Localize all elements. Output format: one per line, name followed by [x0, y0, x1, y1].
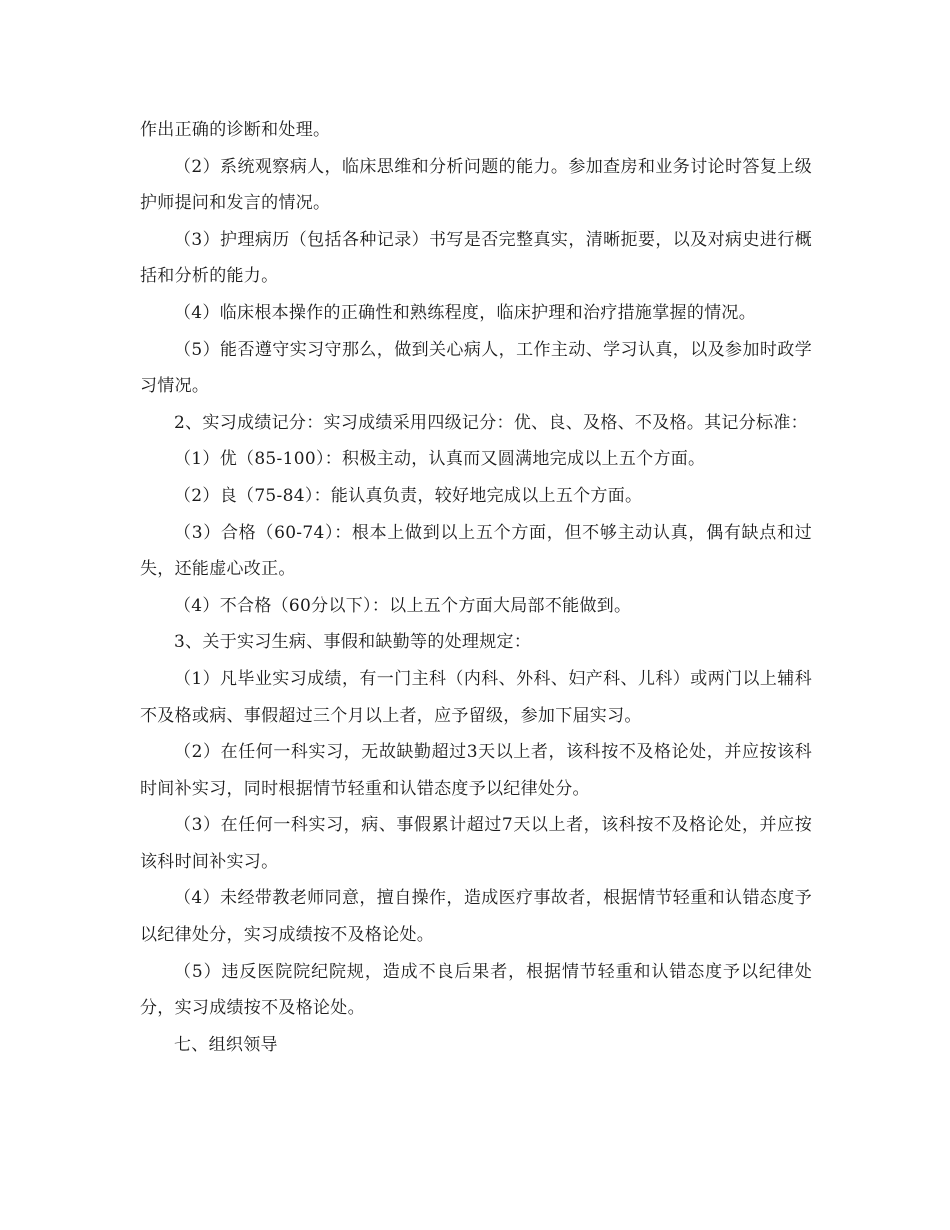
paragraph-item-2-observation: （2）系统观察病人，临床思维和分析问题的能力。参加查房和业务讨论时答复上级护师提问和发言的情况。 [140, 156, 812, 214]
paragraph-rule-5: （5）违反医院院纪院规，造成不良后果者，根据情节轻重和认错态度予以纪律处分，实习成绩按不及格论处。 [140, 961, 812, 1019]
paragraph-grade-excellent: （1）优（85-100）：积极主动，认真而又圆满地完成以上五个方面。 [174, 449, 706, 470]
section-heading-organization: 七、组织领导 [174, 1034, 278, 1055]
paragraph-item-5-conduct: （5）能否遵守实习守那么，做到关心病人，工作主动、学习认真，以及参加时政学习情况。 [140, 339, 812, 397]
paragraph-grade-fail: （4）不合格（60分以下）：以上五个方面大局部不能做到。 [174, 595, 632, 616]
paragraph-grade-pass: （3）合格（60-74）：根本上做到以上五个方面，但不够主动认真，偶有缺点和过失，还能虚心改正。 [140, 522, 812, 580]
paragraph-rule-1: （1）凡毕业实习成绩，有一门主科（内科、外科、妇产科、儿科）或两门以上辅科不及格或病、事假超过三个月以上者，应予留级，参加下届实习。 [140, 668, 812, 726]
paragraph-item-3-records: （3）护理病历（包括各种记录）书写是否完整真实，清晰扼要，以及对病史进行概括和分析的能力。 [140, 229, 812, 287]
paragraph-item-4-operations: （4）临床根本操作的正确性和熟练程度，临床护理和治疗措施掌握的情况。 [174, 302, 757, 323]
document-body [140, 112, 812, 1063]
paragraph-grade-good: （2）良（75-84）：能认真负责，较好地完成以上五个方面。 [174, 485, 643, 506]
paragraph-rule-3: （3）在任何一科实习，病、事假累计超过7天以上者，该科按不及格论处，并应按该科时间补实习。 [140, 815, 812, 872]
paragraph-continuation: 作出正确的诊断和处理。 [140, 120, 331, 140]
paragraph-rule-2: （2）在任何一科实习，无故缺勤超过3天以上者，该科按不及格论处，并应按该科时间补实习，同时根据情节轻重和认错态度予以纪律处分。 [140, 742, 812, 799]
paragraph-rule-4: （4）未经带教老师同意，擅自操作，造成医疗事故者，根据情节轻重和认错态度予以纪律处分，实习成绩按不及格论处。 [140, 888, 812, 946]
paragraph-section-3-rules: 3、关于实习生病、事假和缺勤等的处理规定： [174, 632, 532, 653]
paragraph-section-2-grading: 2、实习成绩记分：实习成绩采用四级记分：优、良、及格、不及格。其记分标准： [174, 412, 808, 433]
